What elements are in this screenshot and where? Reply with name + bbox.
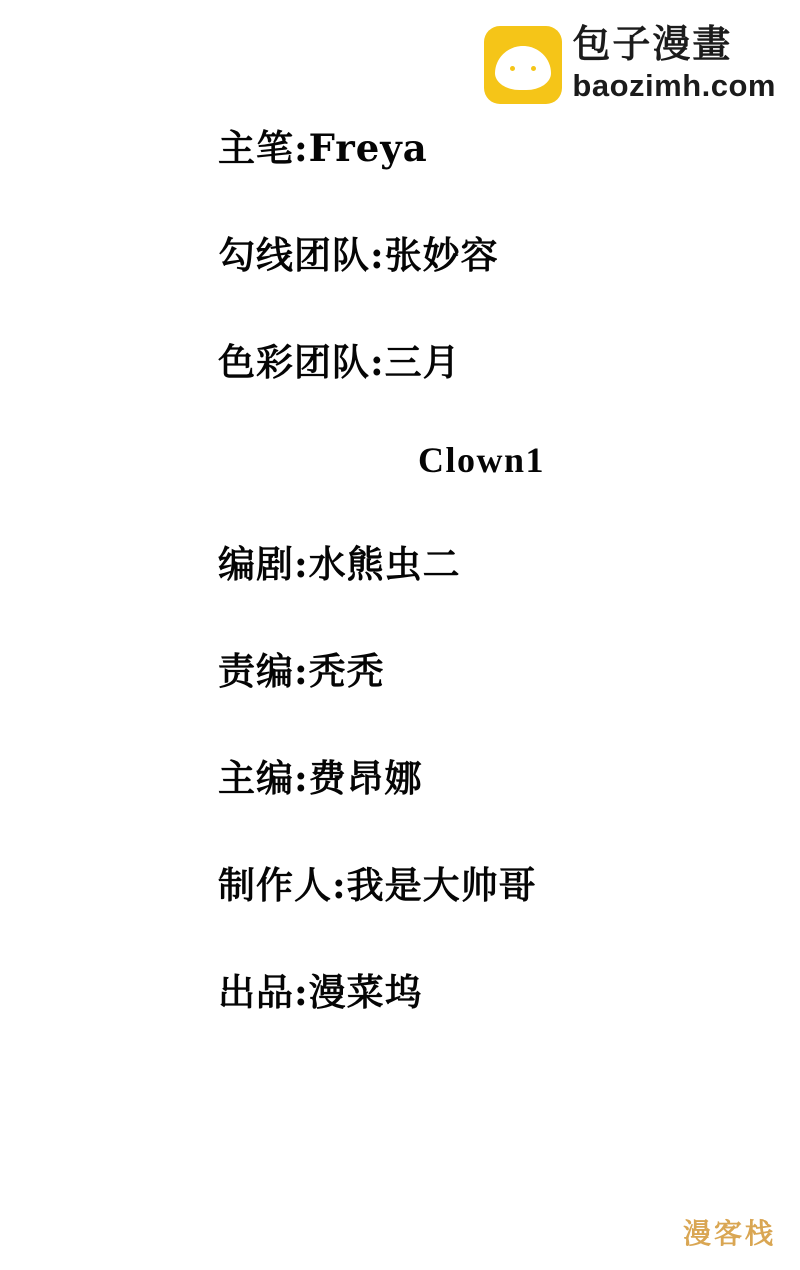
credit-line-publisher: 出品:漫菜坞: [218, 970, 423, 1014]
credit-line-screenwriter: 编剧:水熊虫二: [218, 542, 461, 586]
bun-body-icon: [495, 46, 551, 90]
credit-line-producer: 制作人:我是大帅哥: [218, 863, 537, 907]
credit-line-lineart-team: 勾线团队:张妙容: [218, 233, 499, 277]
brand-url: baozimh.com: [572, 67, 776, 103]
credit-line-managing-editor: 责编:秃秃: [218, 649, 385, 693]
credit-line-color-team-member: Clown1: [418, 440, 546, 480]
baozi-bun-icon: [484, 26, 562, 104]
footer-watermark: 漫客栈: [682, 1217, 776, 1250]
credit-line-chief-editor: 主编:费昂娜: [218, 756, 423, 800]
credit-line-color-team: 色彩团队:三月: [218, 340, 461, 384]
credit-line-lead-artist: 主笔:Freya: [218, 126, 428, 170]
credits-block: [218, 118, 738, 1069]
brand-title: 包子漫畫: [572, 24, 733, 66]
brand-watermark: [484, 26, 776, 104]
brand-text: [572, 26, 776, 102]
